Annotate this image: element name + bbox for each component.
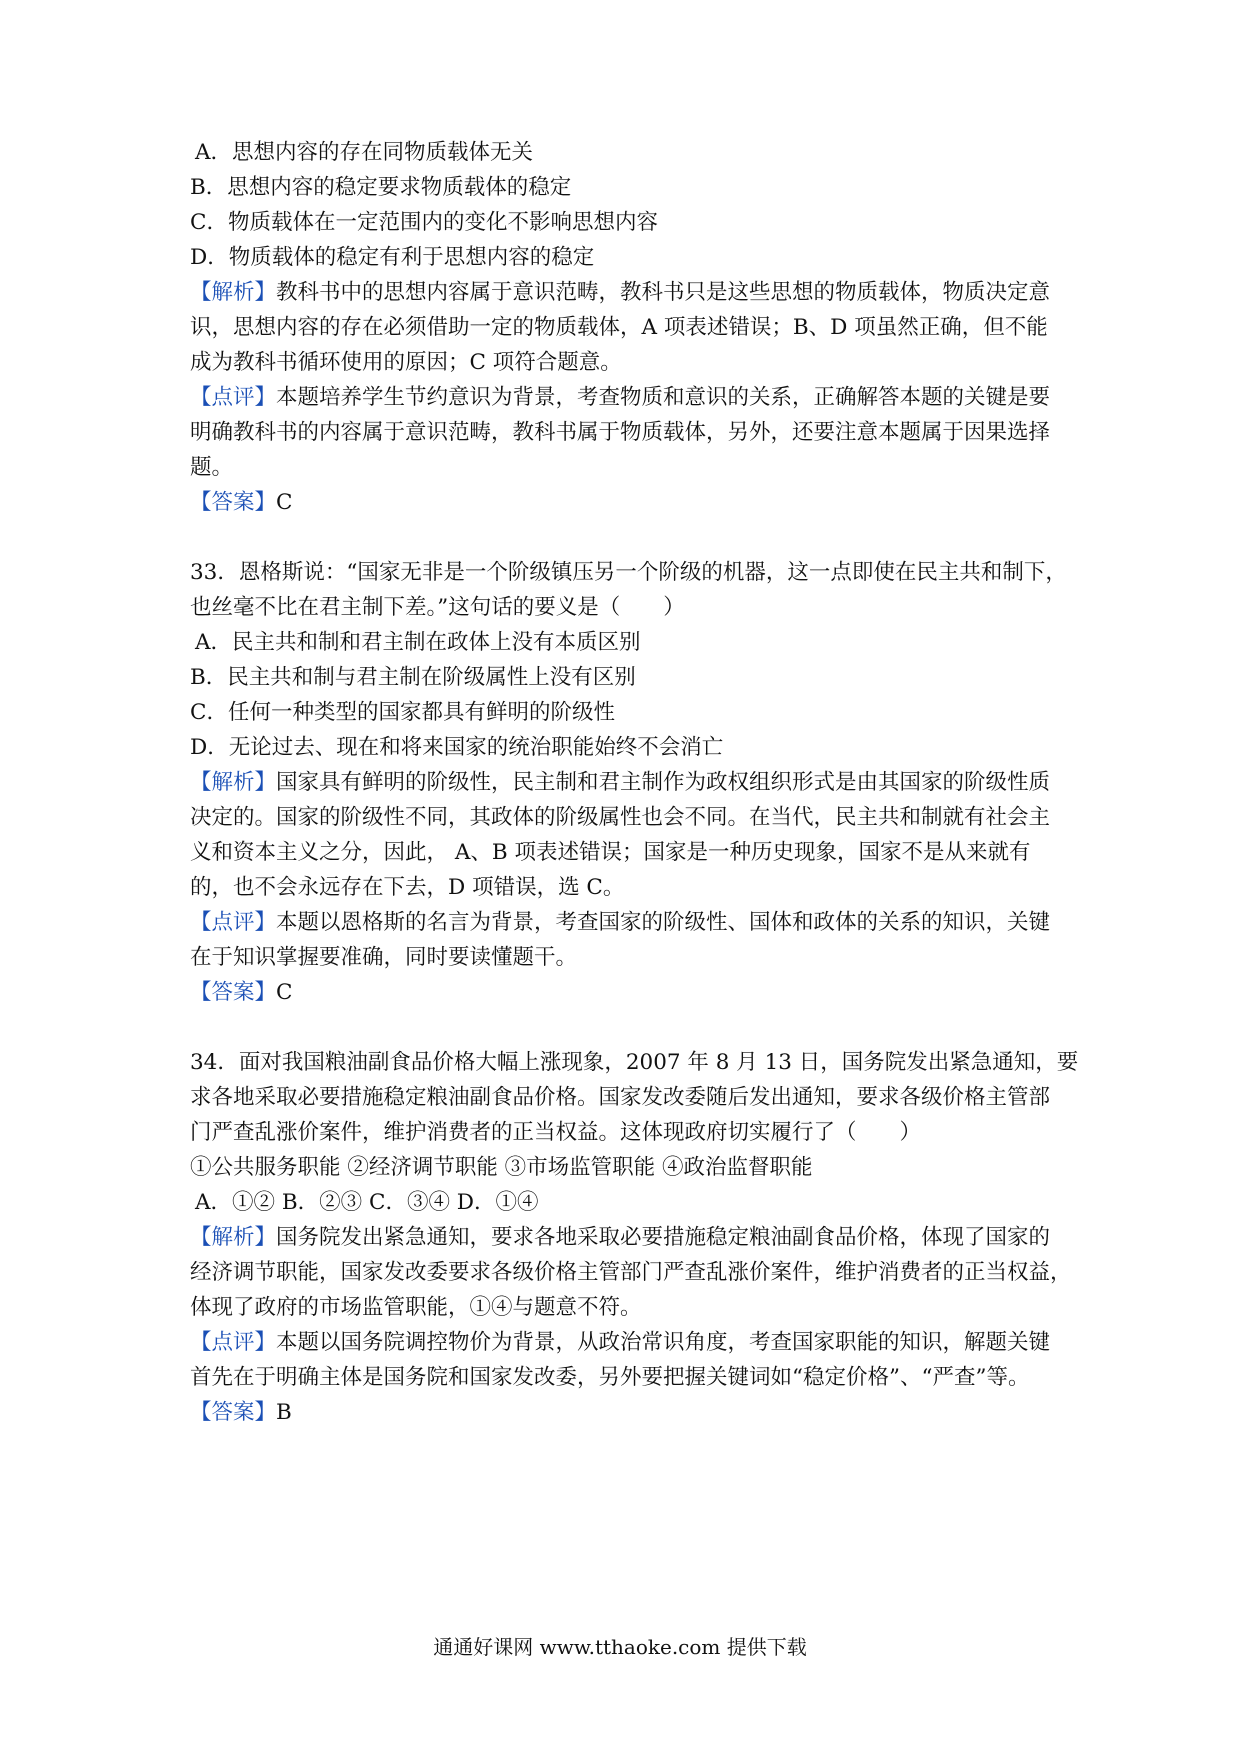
analysis-tag: 【解析】 — [190, 1225, 277, 1250]
answer-tag: 【答案】 — [190, 1400, 277, 1425]
q33-comment-line: 在于知识掌握要准确，同时要读懂题干。 — [190, 945, 578, 970]
q34-choices: A．①② B．②③ C．③④ D．①④ — [195, 1190, 539, 1215]
q33-stem-line: 33．恩格斯说：“国家无非是一个阶级镇压另一个阶级的机器，这一点即使在民主共和制下， — [190, 560, 1067, 585]
page-footer: 通通好课网 www.tthaoke.com 提供下载 — [433, 1635, 807, 1659]
analysis-tag: 【解析】 — [190, 280, 277, 305]
q34-analysis-line: 【解析】国务院发出紧急通知，要求各地采取必要措施稳定粮油副食品价格，体现了国家的 — [190, 1225, 1051, 1250]
q33-option-c: C．任何一种类型的国家都具有鲜明的阶级性 — [190, 700, 615, 725]
q34-items: ①公共服务职能 ②经济调节职能 ③市场监管职能 ④政治监督职能 — [190, 1155, 813, 1180]
q34-answer: 【答案】B — [190, 1400, 292, 1425]
q33-option-a: A．民主共和制和君主制在政体上没有本质区别 — [195, 630, 641, 655]
q33-comment-line: 【点评】本题以恩格斯的名言为背景，考查国家的阶级性、国体和政体的关系的知识，关键 — [190, 910, 1051, 935]
q34-stem-line: 34．面对我国粮油副食品价格大幅上涨现象，2007 年 8 月 13 日，国务院发出紧急通知，要 — [190, 1050, 1079, 1075]
q33-analysis-line: 【解析】国家具有鲜明的阶级性，民主制和君主制作为政权组织形式是由其国家的阶级性质 — [190, 770, 1051, 795]
q32-option-b: B．思想内容的稳定要求物质载体的稳定 — [190, 175, 572, 200]
q32-comment-line: 题。 — [190, 455, 234, 480]
q33-stem-line: 也丝毫不比在君主制下差。”这句话的要义是（ ） — [190, 595, 685, 620]
q34-analysis-line: 体现了政府的市场监管职能，①④与题意不符。 — [190, 1295, 642, 1320]
q32-comment-line: 【点评】本题培养学生节约意识为背景，考查物质和意识的关系，正确解答本题的关键是要 — [190, 385, 1051, 410]
q32-option-a: A．思想内容的存在同物质载体无关 — [195, 140, 534, 165]
answer-tag: 【答案】 — [190, 980, 277, 1005]
q33-answer: 【答案】C — [190, 980, 293, 1005]
q32-answer: 【答案】C — [190, 490, 293, 515]
q32-analysis-line: 成为教科书循环使用的原因；C 项符合题意。 — [190, 350, 622, 375]
q34-stem-line: 求各地采取必要措施稳定粮油副食品价格。国家发改委随后发出通知，要求各级价格主管部 — [190, 1085, 1051, 1110]
q34-stem-line: 门严查乱涨价案件，维护消费者的正当权益。这体现政府切实履行了（ ） — [190, 1120, 922, 1145]
q32-option-d: D．物质载体的稳定有利于思想内容的稳定 — [190, 245, 595, 270]
q33-option-d: D．无论过去、现在和将来国家的统治职能始终不会消亡 — [190, 735, 724, 760]
q34-comment-line: 【点评】本题以国务院调控物价为背景，从政治常识角度，考查国家职能的知识，解题关键 — [190, 1330, 1051, 1355]
analysis-tag: 【解析】 — [190, 770, 277, 795]
q32-analysis-line: 识，思想内容的存在必须借助一定的物质载体，A 项表述错误；B、D 项虽然正确，但不能 — [190, 315, 1048, 340]
q32-analysis-line: 【解析】教科书中的思想内容属于意识范畴，教科书只是这些思想的物质载体，物质决定意 — [190, 280, 1051, 305]
comment-tag: 【点评】 — [190, 385, 277, 410]
answer-tag: 【答案】 — [190, 490, 277, 515]
q32-option-c: C．物质载体在一定范围内的变化不影响思想内容 — [190, 210, 658, 235]
q34-analysis-line: 经济调节职能，国家发改委要求各级价格主管部门严查乱涨价案件，维护消费者的正当权益， — [190, 1260, 1072, 1285]
q34-comment-line: 首先在于明确主体是国务院和国家发改委，另外要把握关键词如“稳定价格”、“严查”等。 — [190, 1365, 1030, 1390]
comment-tag: 【点评】 — [190, 910, 277, 935]
q33-analysis-line: 决定的。国家的阶级性不同，其政体的阶级属性也会不同。在当代，民主共和制就有社会主 — [190, 805, 1051, 830]
q33-option-b: B．民主共和制与君主制在阶级属性上没有区别 — [190, 665, 636, 690]
q33-analysis-line: 义和资本主义之分，因此， A、B 项表述错误；国家是一种历史现象，国家不是从来就有 — [190, 840, 1031, 865]
q33-analysis-line: 的，也不会永远存在下去，D 项错误，选 C。 — [190, 875, 625, 900]
comment-tag: 【点评】 — [190, 1330, 277, 1355]
q32-comment-line: 明确教科书的内容属于意识范畴，教科书属于物质载体，另外，还要注意本题属于因果选择 — [190, 420, 1051, 445]
